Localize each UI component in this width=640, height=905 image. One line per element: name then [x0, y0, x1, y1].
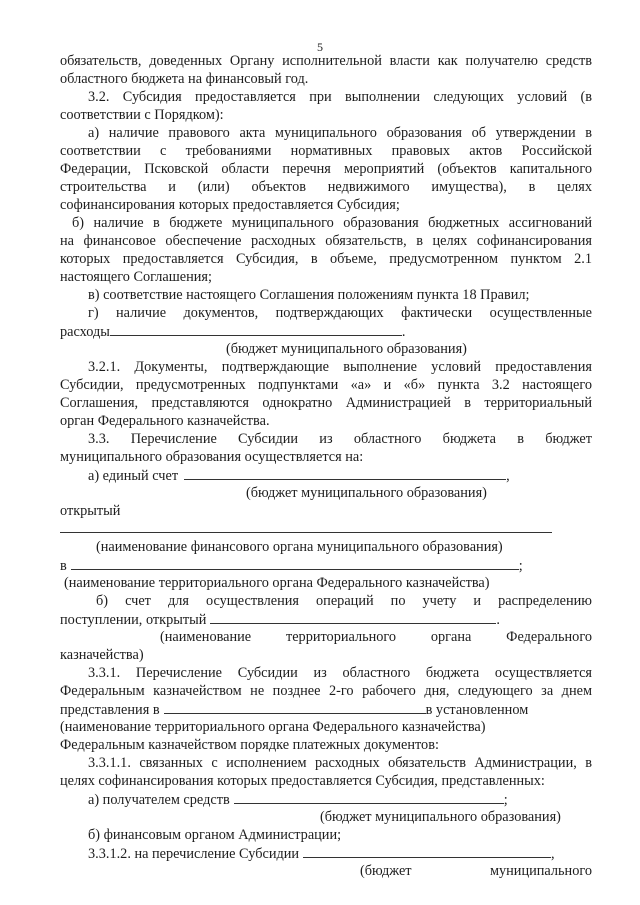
text-line: которых предоставляется Субсидия, в объеме, предусмотренном пунктом 2.1	[60, 251, 592, 267]
text-line: областного бюджета на финансовый год.	[60, 71, 309, 87]
text-line: софинансирования которых предоставляется Субсидия;	[60, 197, 400, 213]
text-fragment: поступлении, открытый	[60, 612, 207, 628]
text-fragment: ;	[518, 558, 523, 574]
text-line-with-blank	[88, 790, 508, 808]
text-fragment: представления в	[60, 702, 160, 718]
caption-under-blank: (наименование территориального органа Федерального	[160, 629, 592, 645]
text-line: г) наличие документов, подтверждающих фактически осуществленные	[88, 305, 592, 321]
text-line: 3.2. Субсидия предоставляется при выполнении следующих условий (в	[88, 89, 592, 105]
text-fragment: ,	[506, 468, 510, 484]
text-line: открытый	[60, 503, 121, 519]
text-line: 3.3.1. Перечисление Субсидии из областного бюджета осуществляется	[88, 665, 592, 681]
text-line: целях софинансирования которых предоставляется Субсидия, представленных:	[60, 773, 545, 789]
text-line: Федеральным казначейством не позднее 2-го рабочего дня, следующего за днем	[60, 683, 592, 699]
text-line: соответствии с требованиями нормативных правовых актов Российской	[60, 143, 592, 159]
text-line: Соглашения, представляются однократно Администрацией в территориальный	[60, 395, 592, 411]
fill-in-blank[interactable]	[210, 610, 496, 624]
fill-in-blank[interactable]	[71, 556, 519, 570]
caption-under-blank: (бюджет муниципального образования)	[320, 809, 561, 825]
caption-under-blank: (наименование территориального органа Федерального казначейства)	[60, 719, 486, 735]
text-line-with-blank	[60, 700, 528, 718]
text-fragment: .	[401, 324, 406, 340]
fill-in-blank[interactable]	[184, 466, 506, 480]
caption-under-blank: (бюджет муниципального	[360, 863, 592, 879]
text-line: Федеральным казначейством порядке платежных документов:	[60, 737, 439, 753]
caption-under-blank: (бюджет муниципального образования)	[246, 485, 487, 501]
text-fragment: расходы	[60, 324, 110, 340]
text-line: Федерации, Псковской области перечня мероприятий (объектов капитального	[60, 161, 592, 177]
text-line-with-blank	[60, 556, 523, 574]
text-fragment: в установленном	[425, 702, 529, 718]
text-line: обязательств, доведенных Органу исполнительной власти как получателю средств	[60, 53, 592, 69]
text-line: орган Федерального казначейства.	[60, 413, 270, 429]
text-fragment: в	[60, 558, 67, 574]
text-line: настоящего Соглашения;	[60, 269, 212, 285]
text-line-with-blank	[60, 610, 500, 628]
text-line: 3.3. Перечисление Субсидии из областного бюджета в бюджет	[88, 431, 592, 447]
text-line-with-blank	[60, 322, 405, 340]
text-line: строительства и (или) объектов недвижимого имущества), в целях	[60, 179, 592, 195]
text-line: 3.3.1.1. связанных с исполнением расходных обязательств Администрации, в	[88, 755, 592, 771]
caption-under-blank: (бюджет муниципального образования)	[226, 341, 467, 357]
text-fragment: ;	[503, 792, 508, 808]
page-number: 5	[317, 40, 323, 54]
text-line: муниципального образования осуществляется на:	[60, 449, 364, 465]
fill-in-blank[interactable]	[110, 322, 402, 336]
text-line: казначейства)	[60, 647, 144, 663]
text-line: на финансовое обеспечение расходных обязательств, в целях софинансирования	[60, 233, 592, 249]
text-line: 3.2.1. Документы, подтверждающие выполнение условий предоставления	[88, 359, 592, 375]
fill-in-blank[interactable]	[303, 844, 551, 858]
text-fragment: ,	[551, 846, 555, 862]
fill-in-blank[interactable]	[164, 700, 426, 714]
text-line: б) финансовым органом Администрации;	[88, 827, 342, 843]
text-line: соответствии с Порядком):	[60, 107, 224, 123]
text-fragment: а) получателем средств	[88, 792, 230, 808]
text-line: Субсидии, предусмотренных подпунктами «а» и «б» пункта 3.2 настоящего	[60, 377, 592, 393]
text-fragment: 3.3.1.2. на перечисление Субсидии	[88, 846, 300, 862]
text-fragment: .	[496, 612, 500, 628]
fill-in-blank[interactable]	[234, 790, 504, 804]
text-line: б) счет для осуществления операций по учету и распределению	[96, 593, 592, 609]
text-fragment: а) единый счет	[88, 468, 179, 484]
text-line-with-blank	[88, 466, 510, 484]
caption-under-blank: (наименование территориального органа Федерального казначейства)	[64, 575, 490, 591]
fill-in-blank[interactable]	[60, 532, 552, 533]
text-line-with-blank	[88, 844, 555, 862]
text-line: в) соответствие настоящего Соглашения положениям пункта 18 Правил;	[88, 287, 530, 303]
caption-under-blank: (наименование финансового органа муниципального образования)	[96, 539, 503, 555]
text-line: а) наличие правового акта муниципального образования об утверждении в	[88, 125, 592, 141]
text-line: б) наличие в бюджете муниципального образования бюджетных ассигнований	[72, 215, 592, 231]
